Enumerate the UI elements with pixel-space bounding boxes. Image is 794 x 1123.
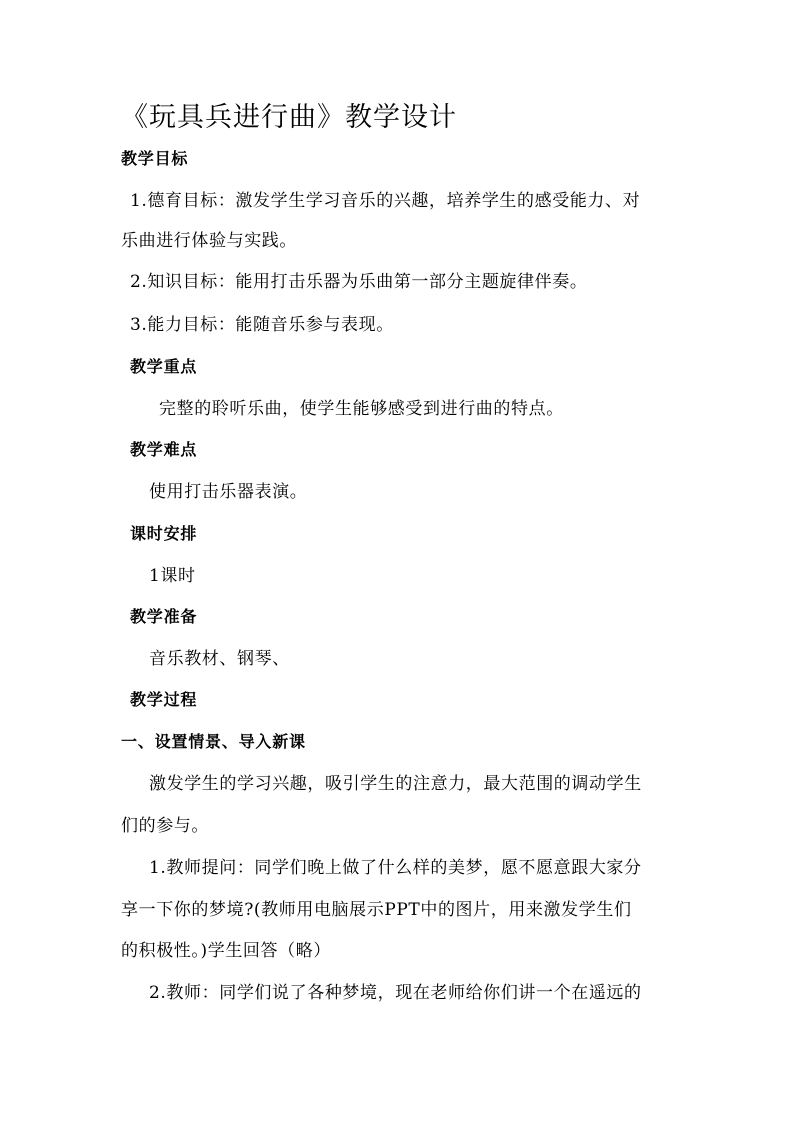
goal-item-1-line-2: 乐曲进行体验与实践。 [121, 231, 297, 251]
heading-schedule: 课时安排 [130, 524, 198, 543]
process-step-2-line-1: 2.教师：同学们说了各种梦境，现在老师给你们讲一个在遥远的 [149, 983, 642, 1003]
difficulties-text: 使用打击乐器表演。 [149, 482, 308, 502]
process-intro-line-2: 们的参与。 [121, 816, 209, 836]
heading-preparation: 教学准备 [130, 607, 198, 626]
heading-teaching-goals: 教学目标 [121, 149, 189, 168]
process-step-1-line-2: 享一下你的梦境?(教师用电脑展示PPT中的图片，用来激发学生们 [121, 900, 632, 920]
heading-difficulties: 教学难点 [130, 440, 198, 459]
heading-key-points: 教学重点 [130, 357, 198, 376]
document-title: 《玩具兵进行曲》教学设计 [121, 102, 457, 133]
goal-item-1-line-1: 1.德育目标：激发学生学习音乐的兴趣，培养学生的感受能力、对 [130, 191, 641, 211]
process-intro-line-1: 激发学生的学习兴趣，吸引学生的注意力，最大范围的调动学生 [149, 774, 642, 794]
process-step-1-line-1: 1.教师提问：同学们晚上做了什么样的美梦，愿不愿意跟大家分 [149, 858, 642, 878]
heading-process-part-1: 一、设置情景、导入新课 [121, 732, 306, 751]
goal-item-2: 2.知识目标：能用打击乐器为乐曲第一部分主题旋律伴奏。 [130, 272, 588, 292]
heading-process: 教学过程 [130, 690, 198, 709]
key-points-text: 完整的聆听乐曲，使学生能够感受到进行曲的特点。 [159, 399, 564, 419]
preparation-text: 音乐教材、钢琴、 [149, 649, 290, 669]
process-step-1-line-3: 的积极性。)学生回答（略） [121, 941, 331, 961]
goal-item-3: 3.能力目标：能随音乐参与表现。 [130, 315, 394, 335]
schedule-text: 1课时 [149, 566, 196, 586]
